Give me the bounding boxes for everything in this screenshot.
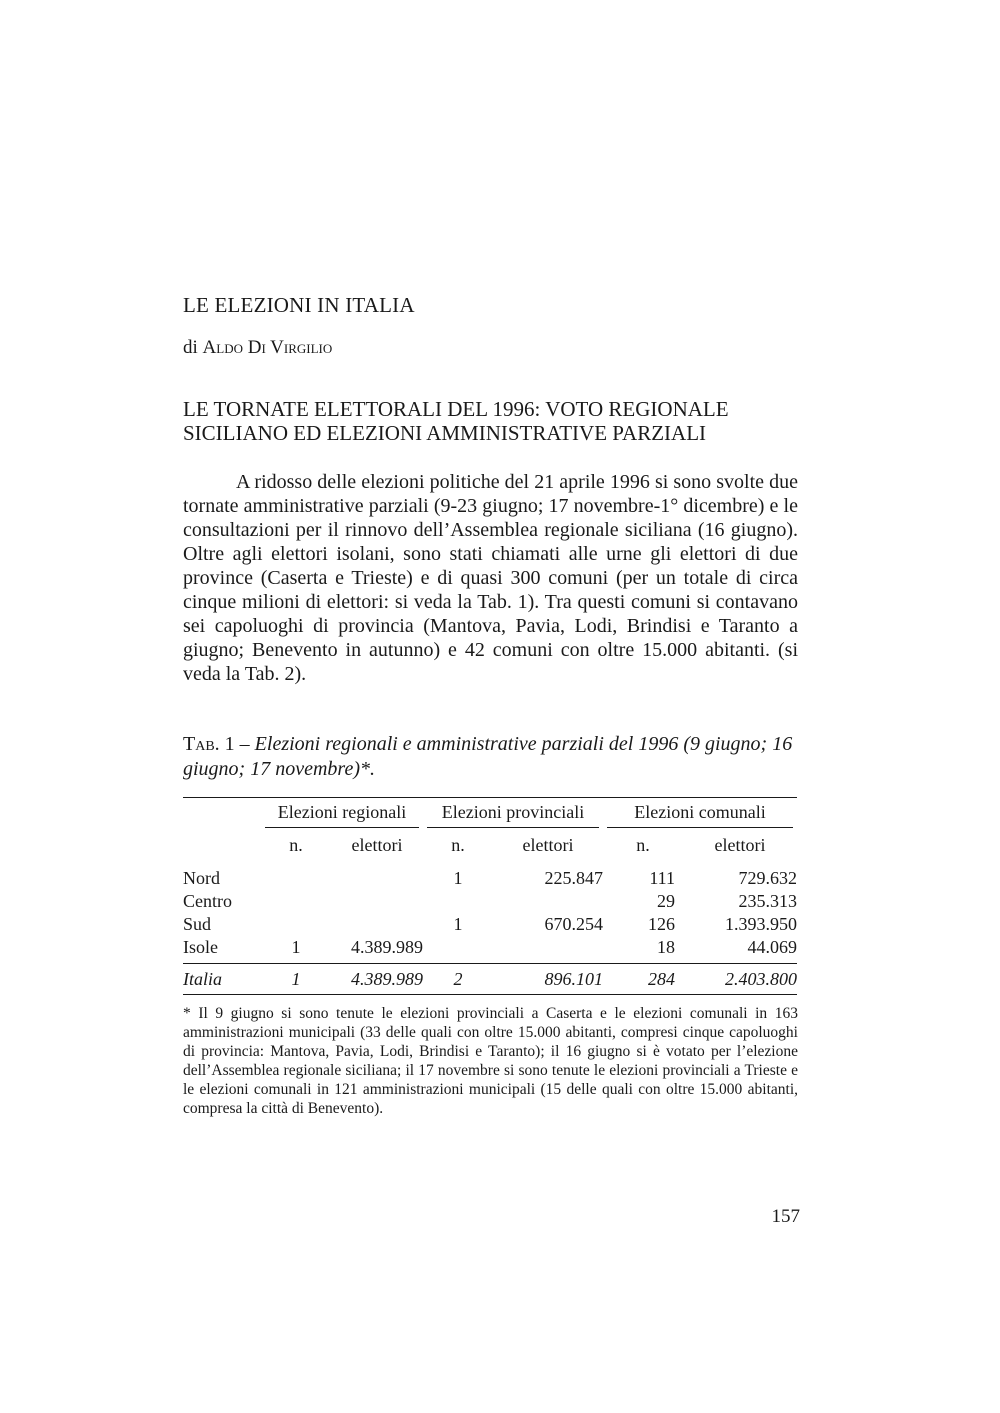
group-header-comunali: Elezioni comunali bbox=[603, 798, 797, 832]
author-prefix: di bbox=[183, 337, 198, 358]
cell-prov-elettori: 225.847 bbox=[544, 868, 603, 888]
cell-reg-n bbox=[261, 890, 331, 913]
elections-table bbox=[183, 797, 797, 995]
page bbox=[183, 0, 798, 1413]
cell-reg-elettori: 4.389.989 bbox=[331, 964, 423, 995]
cell-com-elettori: 235.313 bbox=[738, 891, 797, 911]
cell-prov-elettori bbox=[493, 890, 603, 913]
cell-prov-n bbox=[423, 890, 493, 913]
cell-prov-elettori: 896.101 bbox=[493, 964, 603, 995]
cell-prov-n: 1 bbox=[453, 914, 463, 934]
article-title-line-1: LE TORNATE ELETTORALI DEL 1996: VOTO REGIONALE bbox=[183, 397, 729, 421]
group-header-regionali: Elezioni regionali bbox=[261, 798, 423, 832]
cell-com-n: 29 bbox=[657, 891, 675, 911]
cell-com-elettori: 2.403.800 bbox=[683, 964, 797, 995]
page-number: 157 bbox=[771, 1206, 800, 1227]
table-corner-cell bbox=[183, 798, 261, 832]
article-title bbox=[183, 397, 813, 445]
cell-com-n: 111 bbox=[649, 868, 675, 888]
cell-com-n: 18 bbox=[657, 937, 675, 957]
table-corner-cell bbox=[183, 831, 261, 863]
cell-reg-n bbox=[261, 863, 331, 890]
subheader-com-elettori: elettori bbox=[714, 835, 766, 855]
group-header-provinciali: Elezioni provinciali bbox=[423, 798, 603, 832]
cell-reg-n: 1 bbox=[261, 964, 331, 995]
cell-prov-n bbox=[423, 936, 493, 964]
cell-com-elettori: 1.393.950 bbox=[725, 914, 797, 934]
cell-com-elettori: 44.069 bbox=[747, 937, 797, 957]
cell-reg-elettori: 4.389.989 bbox=[351, 937, 423, 957]
table-caption bbox=[183, 732, 798, 782]
table-row-sud bbox=[183, 913, 797, 936]
row-area: Centro bbox=[183, 891, 232, 911]
row-area: Nord bbox=[183, 868, 220, 888]
cell-prov-n: 2 bbox=[423, 964, 493, 995]
subheader-prov-elettori: elettori bbox=[522, 835, 574, 855]
author-line bbox=[183, 337, 332, 359]
cell-reg-elettori bbox=[331, 913, 423, 936]
row-area: Italia bbox=[183, 964, 261, 995]
cell-reg-n: 1 bbox=[291, 937, 301, 957]
table-row-centro bbox=[183, 890, 797, 913]
cell-prov-elettori bbox=[493, 936, 603, 964]
table-row-nord bbox=[183, 863, 797, 890]
cell-com-n: 284 bbox=[603, 964, 683, 995]
table-caption-label: Tab. 1 – bbox=[183, 733, 250, 755]
subheader-reg-elettori: elettori bbox=[351, 835, 403, 855]
cell-prov-elettori: 670.254 bbox=[544, 914, 603, 934]
body-paragraph: A ridosso delle elezioni politiche del 21 aprile 1996 si sono svolte due tornate amministrative parziali (9-23 giugno; 17 novembre-1° dicembre) e le consultazioni per il rinnovo dell’Assemblea regionale siciliana (16 giugno). Oltre agli elettori isolani, sono stati chiamati alle urne gli elettori di due province (Caserta e Trieste) e di quasi 300 comuni (per un totale di circa cinque milioni di elettori: si veda la Tab. 1). Tra questi comuni si contavano sei capoluoghi di provincia (Mantova, Pavia, Lodi, Brindisi e Taranto a giugno; Benevento in autunno) e 42 comuni con oltre 15.000 abitanti. (si veda la Tab. 2). bbox=[183, 471, 798, 685]
table-subheader-row bbox=[183, 831, 797, 863]
section-title: LE ELEZIONI IN ITALIA bbox=[183, 293, 415, 317]
cell-com-elettori: 729.632 bbox=[738, 868, 797, 888]
article-title-line-2: SICILIANO ED ELEZIONI AMMINISTRATIVE PARZIALI bbox=[183, 421, 707, 445]
subheader-prov-n: n. bbox=[451, 835, 465, 855]
table-row-total-italia bbox=[183, 964, 797, 995]
cell-prov-n: 1 bbox=[453, 868, 463, 888]
table-row-isole bbox=[183, 936, 797, 964]
cell-reg-elettori bbox=[331, 890, 423, 913]
subheader-com-n: n. bbox=[636, 835, 650, 855]
row-area: Sud bbox=[183, 914, 212, 934]
table-group-header-row bbox=[183, 798, 797, 832]
cell-reg-elettori bbox=[331, 863, 423, 890]
cell-reg-n bbox=[261, 913, 331, 936]
row-area: Isole bbox=[183, 937, 218, 957]
subheader-reg-n: n. bbox=[289, 835, 303, 855]
cell-com-n: 126 bbox=[648, 914, 675, 934]
body-text bbox=[183, 470, 798, 686]
author-name: Aldo Di Virgilio bbox=[202, 337, 333, 358]
table-caption-text: Elezioni regionali e amministrative parziali del 1996 (9 giugno; 16 giugno; 17 novembre)*. bbox=[183, 733, 793, 780]
table-footnote: * Il 9 giugno si sono tenute le elezioni provinciali a Caserta e le elezioni comunali in 163 amministrazioni municipali (33 delle quali con oltre 15.000 abitanti, compresi cinque capoluoghi di provincia: Mantova, Pavia, Lodi, Brindisi e Taranto); il 16 giugno si è votato per l’elezione dell’Assemblea regionale siciliana; il 17 novembre si sono tenute le elezioni provinciali a Trieste e le elezioni comunali in 121 amministrazioni municipali (15 delle quali con oltre 15.000 abitanti, compresa la città di Benevento). bbox=[183, 1005, 798, 1117]
